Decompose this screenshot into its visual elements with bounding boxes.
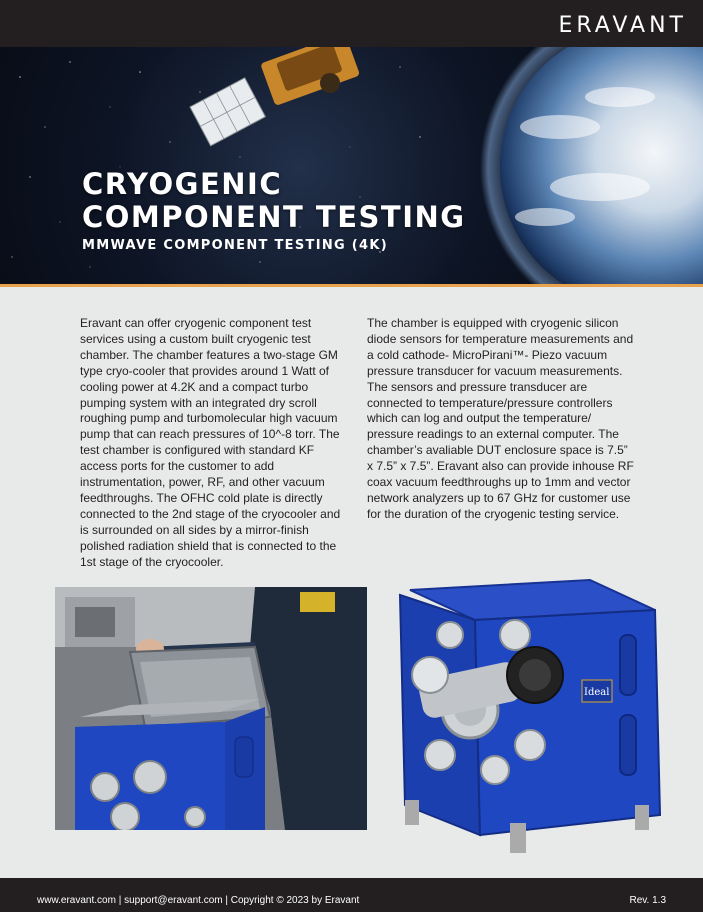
document-revision: Rev. 1.3 (629, 895, 666, 906)
stars (11, 61, 420, 267)
chamber-brand-logo: Ideal (584, 687, 610, 698)
footer-contact-links[interactable]: www.eravant.com | support@eravant.com | Copyright © 2023 by Eravant (37, 895, 360, 906)
title-line-1: CRYOGENIC (82, 167, 283, 201)
body-text-right-column: The chamber is equipped with cryogenic silicon diode sensors for temperature measurements and a cold cathode- MicroPirani™- Piezo vacuum pressure transducer for vacuum measurements. The sensors and pressure transducer are connected to temperature/pressure controllers which can log and output the temperature/ pressure readings to an external computer. The chamber’s avaliable DUT enclosure space is 7.5” x 7.5” x 7.5”. Eravant also can provide inhouse RF coax vacuum feedthroughs up to 1mm and vector network analyzers up to 67 GHz for customer use for the duration of the cryogenic testing service. (367, 316, 634, 521)
chamber-closed-photo (390, 575, 665, 860)
earth-planet (500, 47, 703, 284)
accent-divider (0, 284, 703, 287)
body-text-left-column: Eravant can offer cryogenic component test services using a custom built cryogenic test chamber. The chamber features a two-stage GM type cryo-cooler that provides around 1 Watt of cooling power at 4.2K and a compact turbo pumping system with an integrated dry scroll roughing pump and turbomolecular high vacuum pump that can reach pressures of 10^-8 torr. The test chamber is configured with standard KF access ports for the customer to add instrumentation, power, RF, and other vacuum feedthroughs. The OFHC cold plate is directly connected to the 2nd stage of the cryocooler and is surrounded on all sides by a mirror-finish polished radiation shield that is connected to the 1st stage of the cryocooler. (80, 316, 341, 569)
satellite (190, 47, 360, 146)
page-title (82, 168, 466, 234)
title-line-2: COMPONENT TESTING (82, 200, 466, 234)
top-bar (0, 0, 703, 47)
eravant-logo: ERAVANT (558, 13, 687, 38)
page-subtitle: MMWAVE COMPONENT TESTING (4K) (82, 238, 389, 253)
chamber-open-photo (55, 587, 367, 830)
